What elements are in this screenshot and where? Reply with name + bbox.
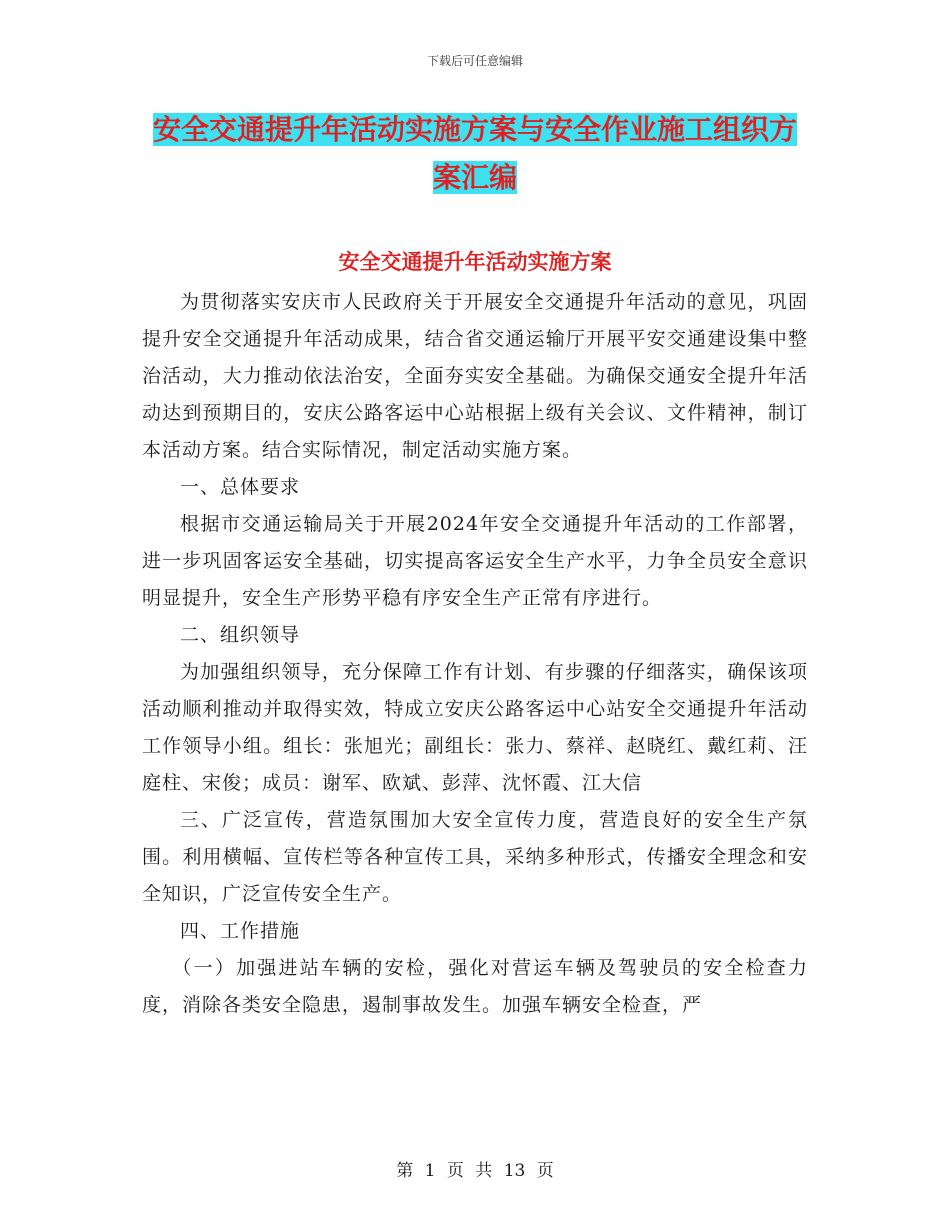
page-footer: 第 1 页 共 13 页 — [396, 1161, 554, 1181]
paragraph-publicity: 三、广泛宣传，营造氛围加大安全宣传力度，营造良好的安全生产氛围。利用横幅、宣传栏等各种宣传工具，采纳多种形式，传播安全理念和安全知识，广泛宣传安全生产。 — [142, 809, 808, 905]
document-title-text: 安全交通提升年活动实施方案与安全作业施工组织方案汇编 — [152, 113, 797, 194]
heading-general-requirements: 一、总体要求 — [180, 476, 301, 498]
document-body — [142, 284, 808, 1024]
document-title — [140, 106, 810, 202]
paragraph-intro: 为贯彻落实安庆市人民政府关于开展安全交通提升年活动的意见，巩固提升安全交通提升年活动成果，结合省交通运输厅开展平安交通建设集中整治活动，大力推动依法治安，全面夯实安全基础。为确保交通安全提升年活动达到预期目的，安庆公路客运中心站根据上级有关会议、文件精神，制订本活动方案。结合实际情况，制定活动实施方案。 — [142, 291, 808, 461]
header-note: 下载后可任意编辑 — [426, 54, 523, 68]
paragraph-organization: 为加强组织领导，充分保障工作有计划、有步骤的仔细落实，确保该项活动顺利推动并取得实效，特成立安庆公路客运中心站安全交通提升年活动工作领导小组。组长：张旭光；副组长：张力、蔡祥、赵晓红、戴红莉、汪庭柱、宋俊；成员：谢军、欧斌、彭萍、沈怀霞、江大信 — [142, 661, 808, 794]
heading-organization: 二、组织领导 — [180, 624, 301, 646]
heading-work-measures: 四、工作措施 — [180, 920, 301, 942]
paragraph-general-requirements: 根据市交通运输局关于开展2024年安全交通提升年活动的工作部署，进一步巩固客运安全基础，切实提高客运安全生产水平，力争全员安全意识明显提升，安全生产形势平稳有序安全生产正常有序进行。 — [142, 513, 808, 609]
paragraph-measure-1: （一）加强进站车辆的安检，强化对营运车辆及驾驶员的安全检查力度，消除各类安全隐患，遏制事故发生。加强车辆安全检查，严 — [142, 957, 808, 1016]
section-title: 安全交通提升年活动实施方案 — [338, 249, 612, 274]
